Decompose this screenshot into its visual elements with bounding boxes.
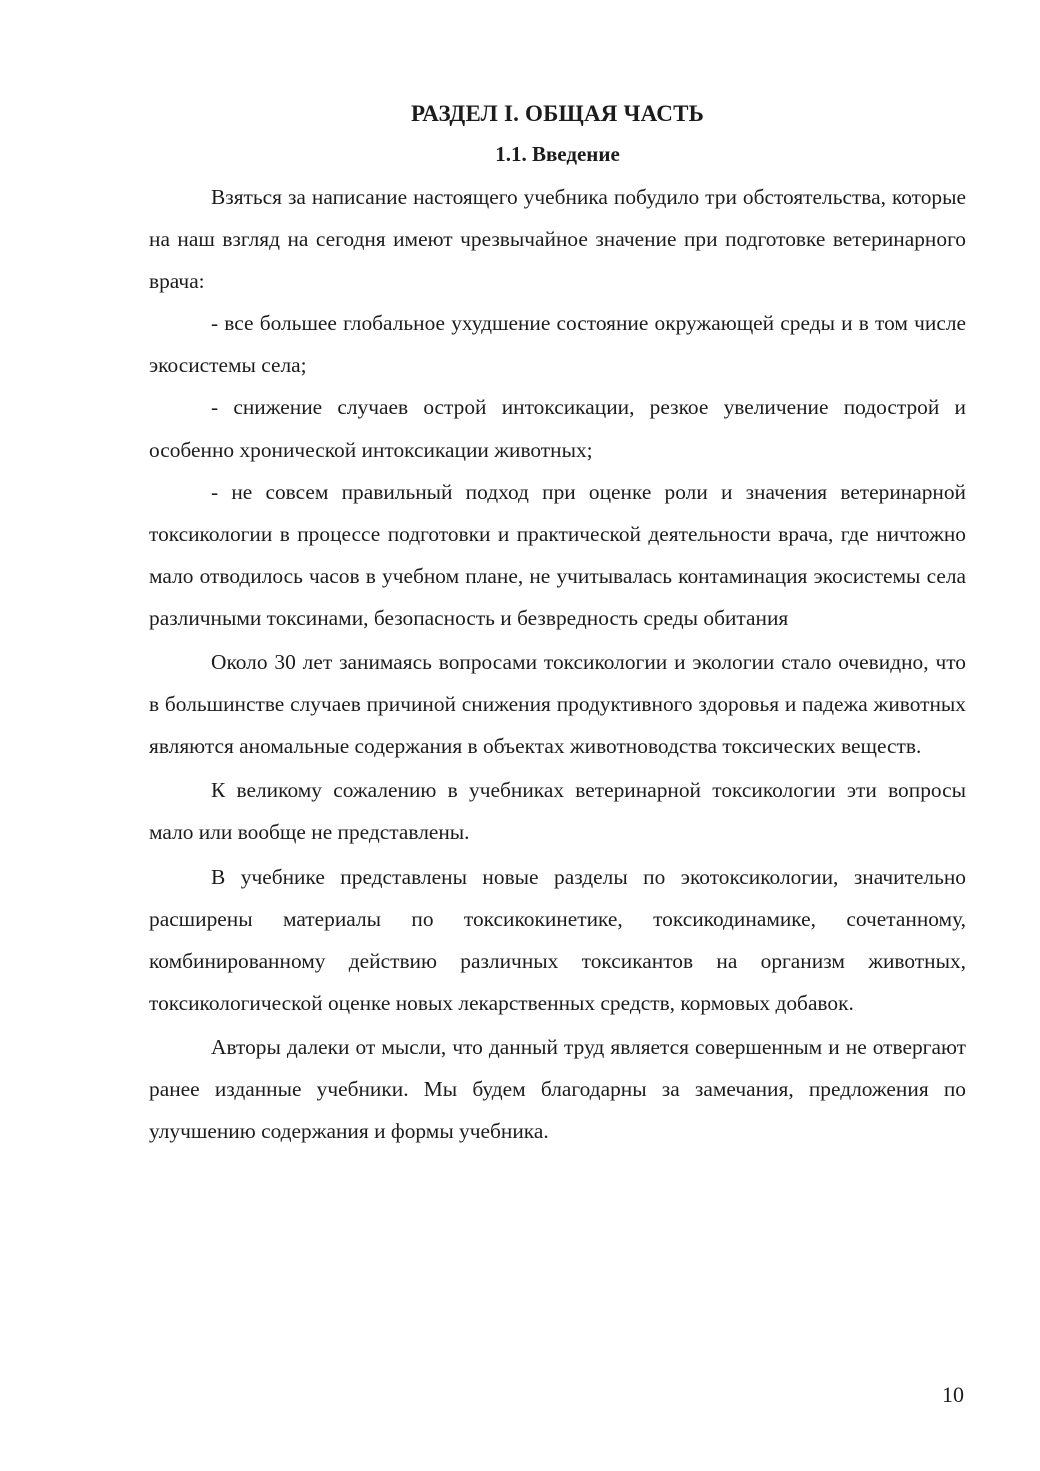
section-title: РАЗДЕЛ I. ОБЩАЯ ЧАСТЬ [410, 101, 705, 126]
page-number: 10 [942, 1382, 964, 1407]
paragraph-new-sections: В учебнике представлены новые разделы по экотоксикологии, значительно расширены материалы по токсикокинетике, токсикодинамике, сочетанному, комбинированному действию различных токсикантов на организм животных, токсикологической оценке новых лекарственных средств, кормовых добавок. [149, 864, 966, 1015]
list-item-environment: - все большее глобальное ухудшение состояние окружающей среды и в том числе экосистемы села; [149, 311, 966, 378]
paragraph-authors: Авторы далеки от мысли, что данный труд является совершенным и не отвергают ранее изданные учебники. Мы будем благодарны за замечания, предложения по улучшению содержания и формы учебника. [149, 1034, 966, 1144]
list-item-toxicology-role: - не совсем правильный подход при оценке роли и значения ветеринарной токсикологии в процессе подготовки и практической деятельности врача, где ничтожно мало отводилось часов в учебном плане, не учитывалась контаминация экосистемы села различными токсинами, безопасность и безвредность среды обитания [149, 479, 966, 630]
page-content [149, 92, 966, 1152]
subsection-title: 1.1. Введение [495, 142, 620, 166]
paragraph-regret: К великому сожалению в учебниках ветеринарной токсикологии эти вопросы мало или вообще не представлены. [149, 778, 966, 845]
paragraph-experience: Около 30 лет занимаясь вопросами токсикологии и экологии стало очевидно, что в большинстве случаев причиной снижения продуктивного здоровья и падежа животных являются аномальные содержания в объектах животноводства токсических веществ. [149, 650, 966, 759]
list-item-intoxication: - снижение случаев острой интоксикации, резкое увеличение подострой и особенно хронической интоксикации животных; [149, 395, 966, 462]
paragraph-intro: Взяться за написание настоящего учебника побудило три обстоятельства, которые на наш взгляд на сегодня имеют чрезвычайное значение при подготовке ветеринарного врача: [149, 185, 966, 294]
